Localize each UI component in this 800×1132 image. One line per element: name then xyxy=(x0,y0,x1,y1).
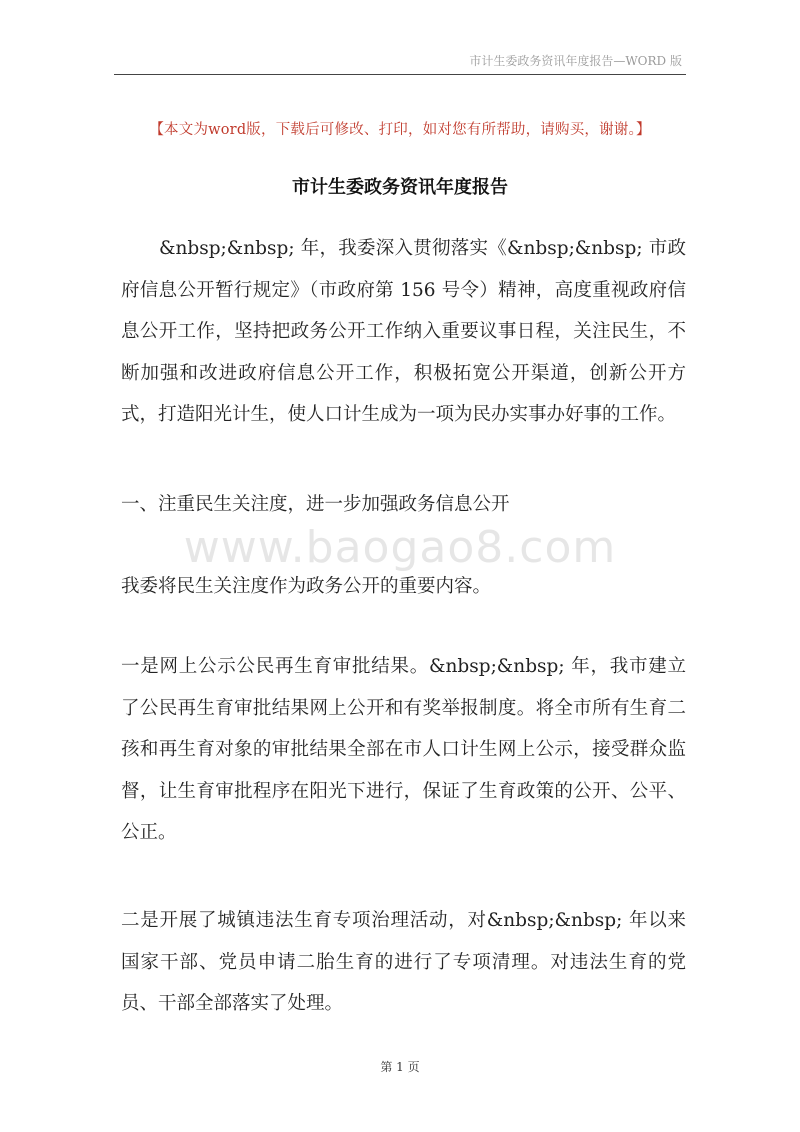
intro-paragraph: &nbsp;&nbsp; 年，我委深入贯彻落实《&nbsp;&nbsp; 市政府信息公开暂行规定》（市政府第 156 号令）精神，高度重视政府信息公开工作，坚持把政务公开工作纳入重要议事日程，关注民生，不断加强和改进政府信息公开工作，积极拓宽公开渠道，创新公开方式，打造阳光计生，使人口计生成为一项为民办实事办好事的工作。 xyxy=(121,238,686,425)
body-paragraph: 我委将民生关注度作为政务公开的重要内容。 xyxy=(121,576,492,597)
section-heading: 一、注重民生关注度，进一步加强政务信息公开 xyxy=(121,494,510,515)
site-watermark: www.baogao8.com xyxy=(183,522,617,573)
running-header: 市计生委政务资讯年度报告—WORD 版 xyxy=(469,54,682,68)
header-divider xyxy=(114,74,686,75)
body-paragraph: 一是网上公示公民再生育审批结果。&nbsp;&nbsp; 年，我市建立了公民再生育审批结果网上公开和有奖举报制度。将全市所有生育二孩和再生育对象的审批结果全部在市人口计生网上公示，接受群众监督，让生育审批程序在阳光下进行，保证了生育政策的公开、公平、公正。 xyxy=(121,656,686,843)
document-title: 市计生委政务资讯年度报告 xyxy=(292,177,508,198)
purchase-notice: 【本文为word版，下载后可修改、打印，如对您有所帮助，请购买，谢谢。】 xyxy=(149,122,651,138)
body-paragraph: 二是开展了城镇违法生育专项治理活动，对&nbsp;&nbsp; 年以来国家干部、党员申请二胎生育的进行了专项清理。对违法生育的党员、干部全部落实了处理。 xyxy=(121,910,686,1014)
page-number: 第 1 页 xyxy=(380,1060,420,1074)
